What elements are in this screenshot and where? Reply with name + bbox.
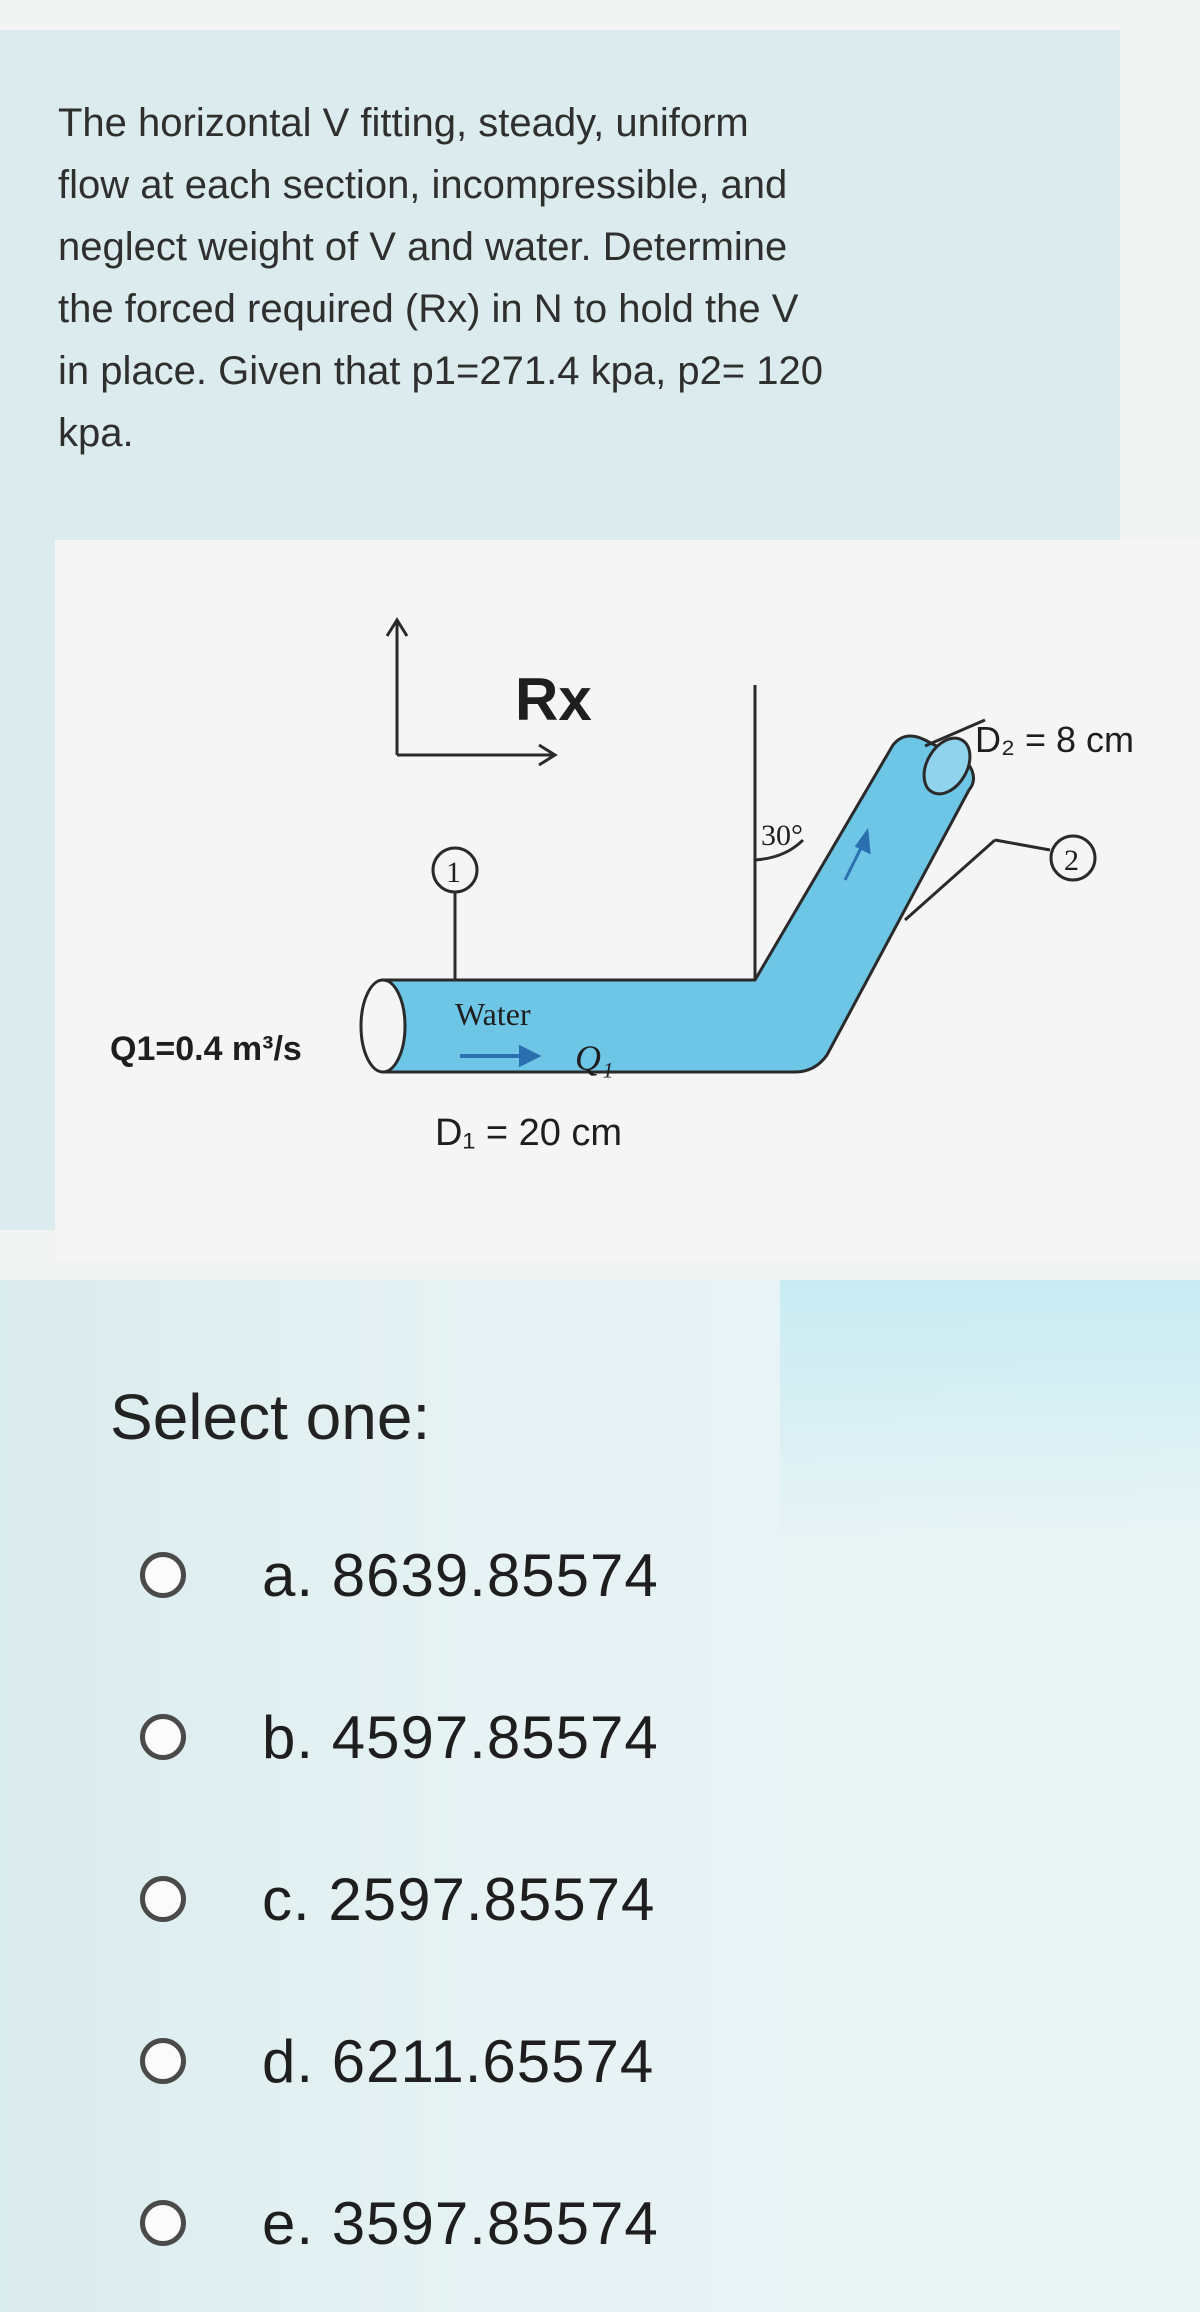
- fluid-label: Water: [455, 996, 531, 1032]
- option-a-label: a. 8639.85574: [262, 1541, 659, 1609]
- select-one-prompt: Select one:: [110, 1381, 431, 1453]
- d1-label: D₁ = 20 cm: [435, 1112, 623, 1154]
- v-fitting-diagram: [55, 540, 1200, 1260]
- option-d[interactable]: [140, 2016, 940, 2106]
- option-c[interactable]: [140, 1854, 940, 1944]
- question-text: The horizontal V fitting, steady, uniform flow at each section, incompressible, and neglect weight of V and water. Determine the forced required (Rx) in N to hold the V in place. Given that p1=271.4 kpa, p2= 120 kpa.: [58, 101, 824, 455]
- radio-b[interactable]: [140, 1714, 186, 1760]
- option-b-label: b. 4597.85574: [262, 1703, 659, 1771]
- section-2-label: 2: [1064, 844, 1079, 877]
- rx-label: Rx: [515, 666, 592, 733]
- option-e[interactable]: [140, 2178, 940, 2268]
- q-symbol: Q₁: [575, 1038, 614, 1078]
- radio-a[interactable]: [140, 1552, 186, 1598]
- question-card: [0, 30, 1135, 1230]
- option-e-label: e. 3597.85574: [262, 2189, 659, 2257]
- flow-rate-label: Q1=0.4 m³/s: [110, 1030, 302, 1068]
- d2-label: D₂ = 8 cm: [975, 719, 1135, 760]
- radio-d[interactable]: [140, 2038, 186, 2084]
- answer-card: [0, 1280, 1200, 2312]
- figure-panel: [55, 540, 1200, 1260]
- section-1-label: 1: [446, 856, 461, 889]
- radio-c[interactable]: [140, 1876, 186, 1922]
- option-a[interactable]: [140, 1530, 940, 1620]
- angle-label: 30°: [761, 819, 803, 852]
- option-d-label: d. 6211.65574: [262, 2027, 655, 2095]
- option-b[interactable]: [140, 1692, 940, 1782]
- pipe-inlet: [361, 980, 405, 1072]
- option-c-label: c. 2597.85574: [262, 1865, 656, 1933]
- radio-e[interactable]: [140, 2200, 186, 2246]
